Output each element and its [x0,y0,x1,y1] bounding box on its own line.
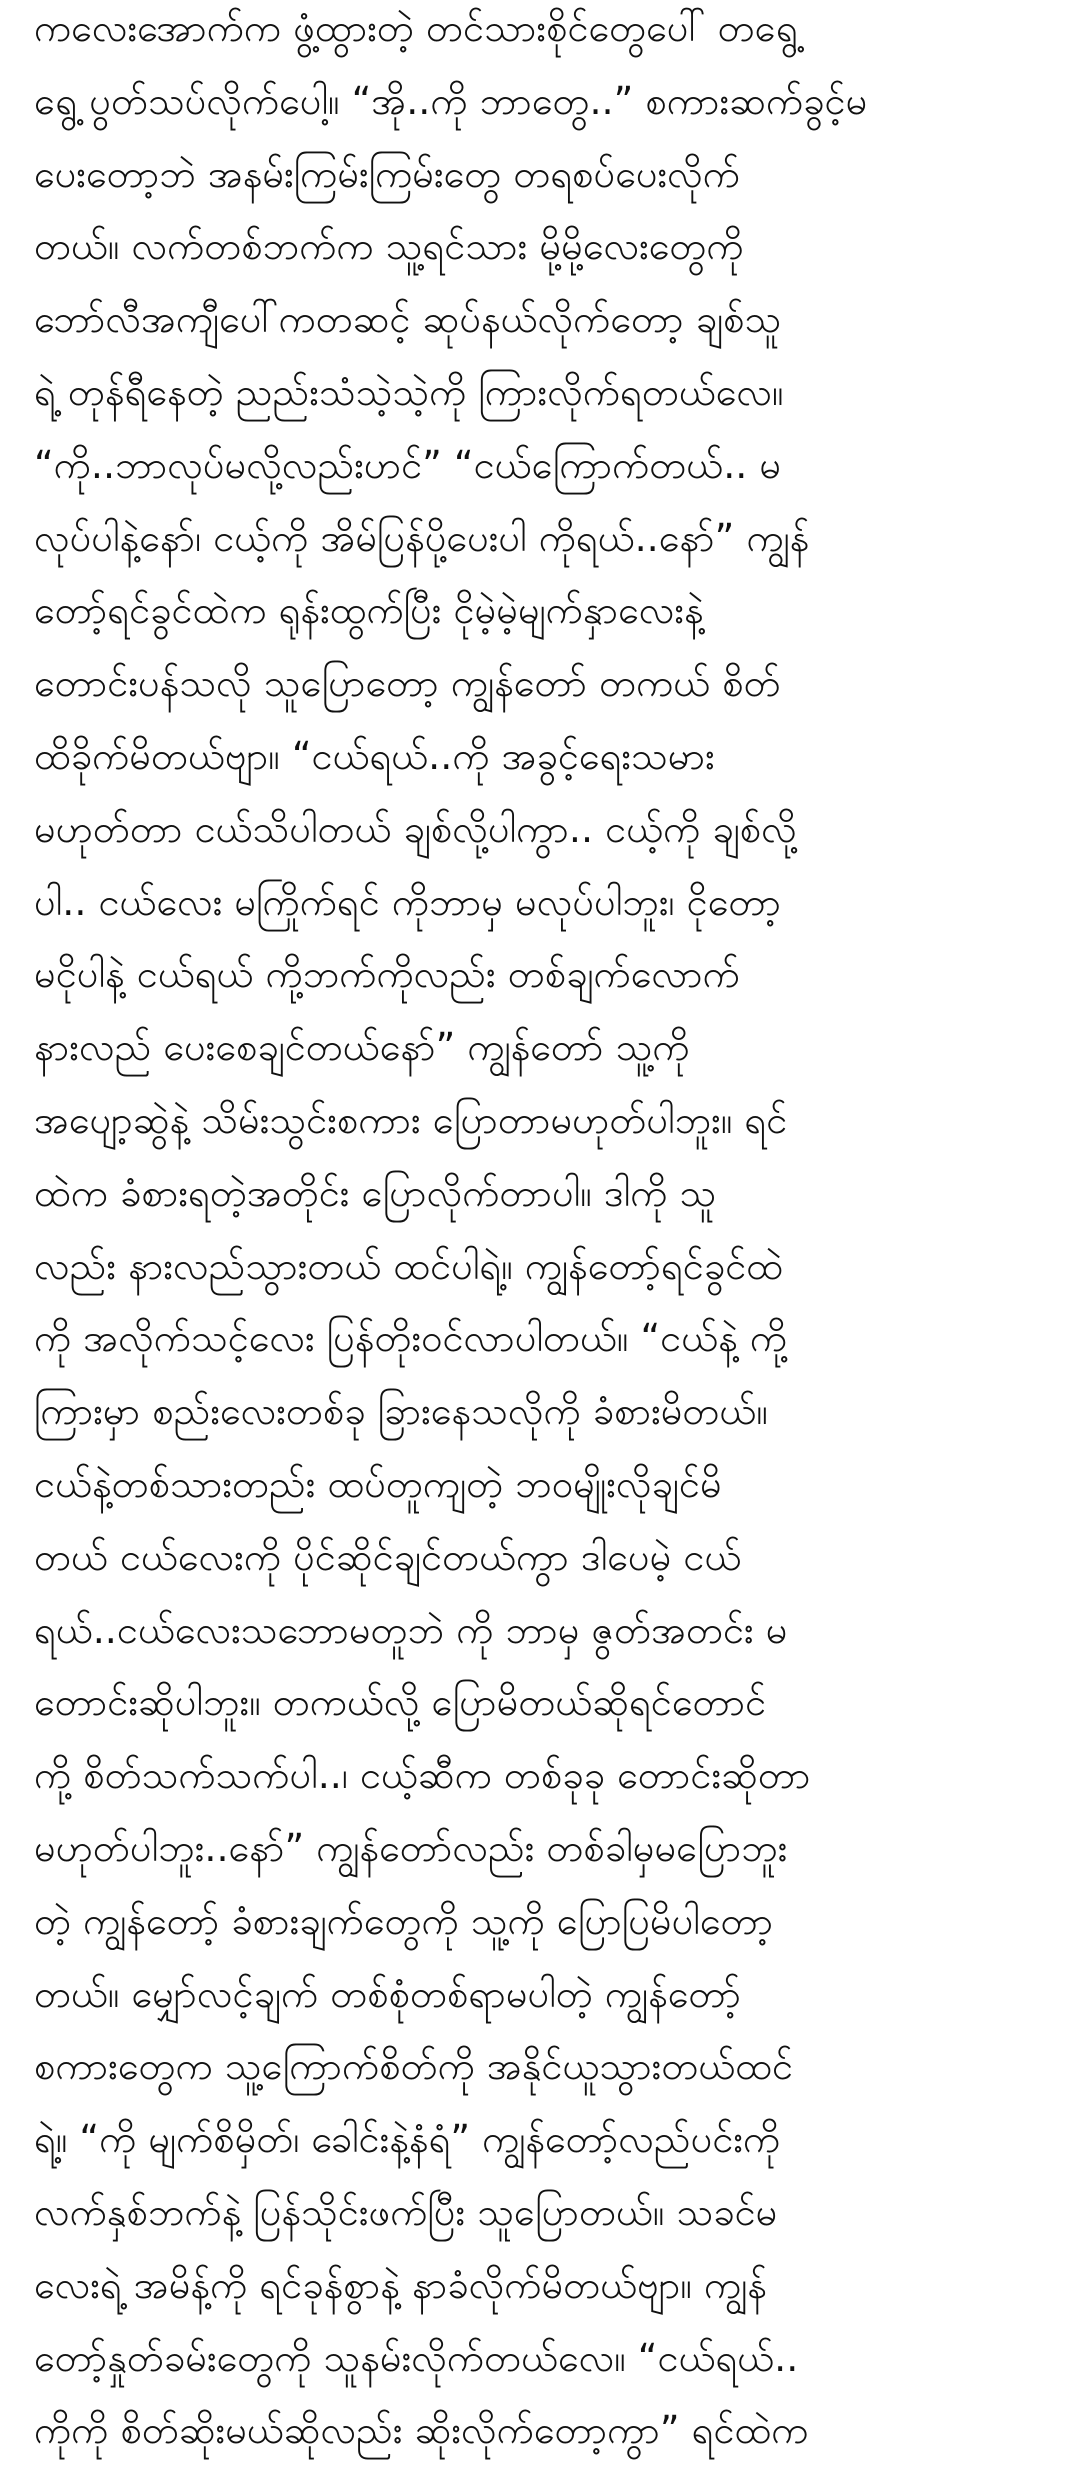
text-line: စကားတွေက သူ့ကြောက်စိတ်ကို အနိုင်ယူသွားတယ်ထင် [34,2044,794,2089]
text-line: လုပ်ပါနဲ့နော်၊ ငယ့်ကို အိမ်ပြန်ပို့ပေးပါ ကိုရယ်..နော်” ကျွန် [34,515,810,560]
text-line: “ကို..ဘာလုပ်မလို့လည်းဟင်” “ငယ်ကြောက်တယ်.. မ [34,442,782,487]
text-line: ရဲ့။ “ကို မျက်စိမှိတ်၊ ခေါင်းနဲ့နံရံ” ကျွန်တော့်လည်ပင်းကို [34,2117,781,2162]
text-line: ပါ.. ငယ်လေး မကြိုက်ရင် ကိုဘာမှ မလုပ်ပါဘူး၊ ငိုတော့ [34,879,781,924]
text-line: လက်နှစ်ဘက်နဲ့ ပြန်သိုင်းဖက်ပြီး သူပြောတယ်။ သခင်မ [34,2189,778,2234]
text-line: ကို့ စိတ်သက်သက်ပါ..၊ ငယ့်ဆီက တစ်ခုခု တောင်းဆိုတာ [34,1753,811,1798]
text-line: ရယ်..ငယ်လေးသဘောမတူဘဲ ကို ဘာမှ ဇွတ်အတင်း မ [34,1607,788,1652]
text-line: နားလည် ပေးစေချင်တယ်နော်” ကျွန်တော် သူ့ကို [34,1025,690,1070]
text-line: အပျော့ဆွဲနဲ့ သိမ်းသွင်းစကား ပြောတာမဟုတ်ပါဘူး။ ရင် [34,1097,788,1142]
article-body [34,0,1059,2467]
text-line: ဘော်လီအကျီပေါ်ကတဆင့် ဆုပ်နယ်လိုက်တော့ ချစ်သူ [34,297,782,342]
text-line: ငယ်နဲ့တစ်သားတည်း ထပ်တူကျတဲ့ ဘဝမျိုးလိုချင်မိ [34,1461,722,1506]
text-line: ကြားမှာ စည်းလေးတစ်ခု ခြားနေသလိုကို ခံစားမိတယ်။ [34,1389,768,1434]
text-line: ပေးတော့ဘဲ အနမ်းကြမ်းကြမ်းတွေ တရစပ်ပေးလိုက် [34,151,740,196]
text-line: ကိုကို စိတ်ဆိုးမယ်ဆိုလည်း ဆိုးလိုက်တော့ကွာ” ရင်ထဲက [34,2408,809,2453]
text-line: တယ် ငယ်လေးကို ပိုင်ဆိုင်ချင်တယ်ကွာ ဒါပေမဲ့ ငယ် [34,1534,742,1579]
text-line: တော့်နှုတ်ခမ်းတွေကို သူနမ်းလိုက်တယ်လေ။ “ငယ်ရယ်.. [34,2335,799,2380]
text-line: တောင်းဆိုပါဘူး။ တကယ်လို့ ပြောမိတယ်ဆိုရင်တောင် [34,1680,767,1725]
text-line: ကလေးအောက်က ဖွံ့ထွားတဲ့ တင်သားစိုင်တွေပေါ် တရွေ့ [34,6,798,50]
text-line: မဟုတ်တာ ငယ်သိပါတယ် ချစ်လို့ပါကွာ.. ငယ့်ကို ချစ်လို့ [34,806,797,851]
text-line: ရွေ့ ပွတ်သပ်လိုက်ပေါ့။ “အို..ကို ဘာတွေ..” စကားဆက်ခွင့်မ [34,78,868,123]
text-line: တယ်။ လက်တစ်ဘက်က သူ့ရင်သား မို့မို့လေးတွေကို [34,224,744,269]
text-line: တော့်ရင်ခွင်ထဲက ရုန်းထွက်ပြီး ငိုမဲ့မဲ့မျက်နှာလေးနဲ့ [34,588,704,633]
text-line: ထဲက ခံစားရတဲ့အတိုင်း ပြောလိုက်တာပါ။ ဒါကို သူ [34,1170,717,1215]
text-line: ရဲ့ တုန်ရီနေတဲ့ ညည်းသံသဲ့သဲ့ကို ကြားလိုက်ရတယ်လေ။ [34,369,784,414]
text-line: တယ်။ မျှော်လင့်ချက် တစ်စုံတစ်ရာမပါတဲ့ ကျွန်တော့် [34,1971,741,2016]
text-line: ကို အလိုက်သင့်လေး ပြန်တိုးဝင်လာပါတယ်။ “ငယ်နဲ့ ကို့ [34,1316,788,1361]
text-line: တဲ့ ကျွန်တော့် ခံစားချက်တွေကို သူ့ကို ပြောပြမိပါတော့ [34,1898,774,1943]
text-line: တောင်းပန်သလို သူပြောတော့ ကျွန်တော် တကယ် စိတ် [34,661,781,706]
text-line: မငိုပါနဲ့ ငယ်ရယ် ကို့ဘက်ကိုလည်း တစ်ချက်လောက် [34,952,740,997]
text-line: လေးရဲ့ အမိန့်ကို ရင်ခုန်စွာနဲ့ နာခံလိုက်မိတယ်ဗျာ။ ကျွန် [34,2262,767,2307]
text-line: လည်း နားလည်သွားတယ် ထင်ပါရဲ့။ ကျွန်တော့်ရင်ခွင်ထဲ [34,1243,784,1288]
text-line: ထိခိုက်မိတယ်ဗျာ။ “ငယ်ရယ်..ကို အခွင့်ရေးသမား [34,733,715,778]
text-line: မဟုတ်ပါဘူး..နော်” ကျွန်တော်လည်း တစ်ခါမှမပြောဘူး [34,1825,788,1870]
